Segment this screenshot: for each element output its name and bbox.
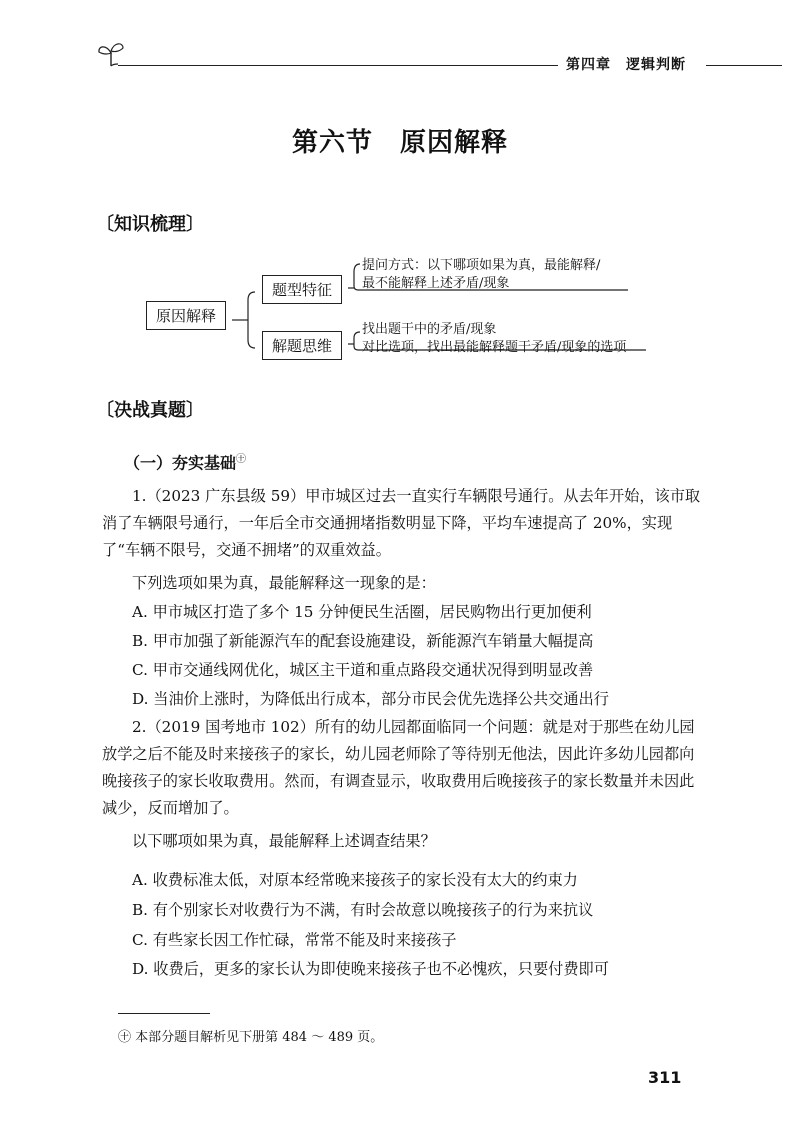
footnote: ㊉ 本部分题目解析见下册第 484 ～ 489 页。 (118, 1030, 384, 1045)
mindmap-leaf: 最不能解释上述矛盾/现象 (362, 276, 510, 291)
q1-option-c: C. 甲市交通线网优化，城区主干道和重点路段交通状况得到明显改善 (132, 661, 594, 679)
footnote-mark: ㊉ (236, 454, 247, 465)
q2-ask: 以下哪项如果为真，最能解释上述调查结果？ (132, 832, 436, 850)
header-rule-left (118, 65, 558, 66)
page-number: 311 (648, 1068, 682, 1087)
footnote-rule (118, 1013, 210, 1014)
q2-option-c: C. 有些家长因工作忙碌，常常不能及时来接孩子 (132, 931, 457, 949)
mindmap-leaf: 提问方式：以下哪项如果为真，最能解释/ (362, 258, 601, 273)
q2-stem: 2.（2019 国考地市 102）所有的幼儿园都面临同一个问题：就是对于那些在幼儿园放学之后不能及时来接孩子的家长，幼儿园老师除了等待别无他法，因此许多幼儿园都向晚接孩子的家长收取费用。然而，有调查显示，收取费用后晚接孩子的家长数量并未因此减少，反而增加了。 (102, 718, 695, 817)
exam-heading: 〔决战真题〕 (96, 400, 204, 421)
q1-option-d: D. 当油价上涨时，为降低出行成本，部分市民会优先选择公共交通出行 (132, 690, 609, 708)
knowledge-heading: 〔知识梳理〕 (96, 214, 204, 235)
subsection-title (124, 450, 246, 473)
mindmap-leaf: 找出题干中的矛盾/现象 (362, 322, 497, 337)
q1-stem: 1.（2023 广东县级 59）甲市城区过去一直实行车辆限号通行。从去年开始，该市取消了车辆限号通行，一年后全市交通拥堵指数明显下降，平均车速提高了 20%，实现了“车辆不限号，交通不拥堵”的双重效益。 (102, 487, 701, 559)
mindmap-root: 原因解释 (146, 301, 226, 330)
q2-option-d: D. 收费后，更多的家长认为即使晚来接孩子也不必愧疚，只要付费即可 (132, 960, 609, 978)
mindmap-branch-thinking: 解题思维 (262, 331, 342, 360)
mindmap-branch-features: 题型特征 (262, 275, 342, 304)
sprout-icon (96, 38, 126, 68)
section-title: 第六节 原因解释 (291, 128, 508, 158)
q2-option-a: A. 收费标准太低，对原本经常晚来接孩子的家长没有太大的约束力 (132, 871, 578, 889)
subsection-label: （一）夯实基础 (124, 453, 237, 473)
q2-option-b: B. 有个别家长对收费行为不满，有时会故意以晚接孩子的行为来抗议 (132, 901, 594, 919)
q1-option-a: A. 甲市城区打造了多个 15 分钟便民生活圈，居民购物出行更加便利 (132, 603, 592, 621)
header-rule-right (706, 65, 782, 66)
mindmap-leaf: 对比选项，找出最能解释题干矛盾/现象的选项 (362, 340, 627, 355)
q1-ask: 下列选项如果为真，最能解释这一现象的是： (132, 574, 436, 592)
chapter-header: 第四章 逻辑判断 (566, 57, 686, 73)
q1-option-b: B. 甲市加强了新能源汽车的配套设施建设，新能源汽车销量大幅提高 (132, 632, 594, 650)
